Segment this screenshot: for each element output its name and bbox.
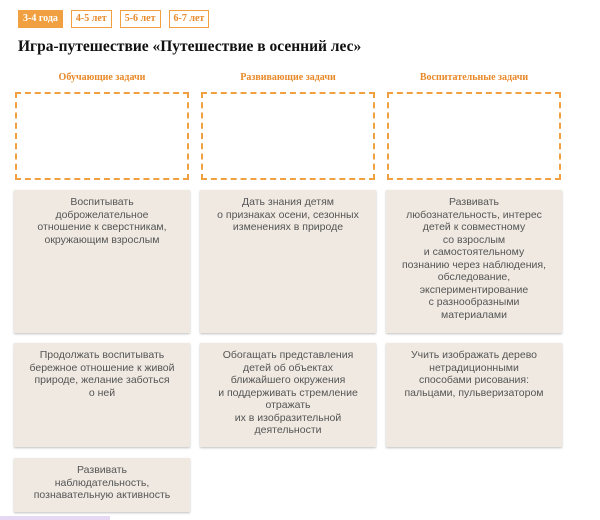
task-card[interactable]: Развивать наблюдательность, познавательную активность [14, 458, 190, 512]
drop-zone-upbringing[interactable] [387, 92, 561, 180]
age-tab-6-7[interactable]: 6-7 лет [169, 10, 210, 28]
task-card[interactable]: Продолжать воспитывать бережное отношение к живой природе, желание заботься о ней [14, 343, 190, 447]
age-tab-4-5[interactable]: 4-5 лет [71, 10, 112, 28]
column-header-developmental: Развивающие задачи [240, 72, 336, 83]
page-title: Игра-путешествие «Путешествие в осенний лес» [18, 38, 362, 55]
scrollbar-track [0, 516, 110, 520]
task-card[interactable]: Учить изображать дерево нетрадиционными способами рисования: пальцами, пульверизатором [386, 343, 562, 447]
age-tabs [18, 10, 209, 28]
drop-zone-educational[interactable] [15, 92, 189, 180]
age-tab-3-4[interactable]: 3-4 года [18, 10, 63, 28]
column-header-upbringing: Воспитательные задачи [419, 72, 529, 83]
task-card[interactable]: Дать знания детям о признаках осени, сезонных изменениях в природе [200, 190, 376, 333]
task-card[interactable]: Развивать любознательность, интерес детей к совместному со взрослым и самостоятельному познанию через наблюдения, обследование, экспериментирование с разнообразными материалами [386, 190, 562, 333]
task-card[interactable]: Воспитывать доброжелательное отношение к сверстникам, окружающим взрослым [14, 190, 190, 333]
column-header-educational: Обучающие задачи [58, 72, 146, 83]
task-card[interactable]: Обогащать представления детей об объектах ближайшего окружения и поддерживать стремление отражать их в изобразительной деятельности [200, 343, 376, 447]
drop-zone-developmental[interactable] [201, 92, 375, 180]
age-tab-5-6[interactable]: 5-6 лет [120, 10, 161, 28]
